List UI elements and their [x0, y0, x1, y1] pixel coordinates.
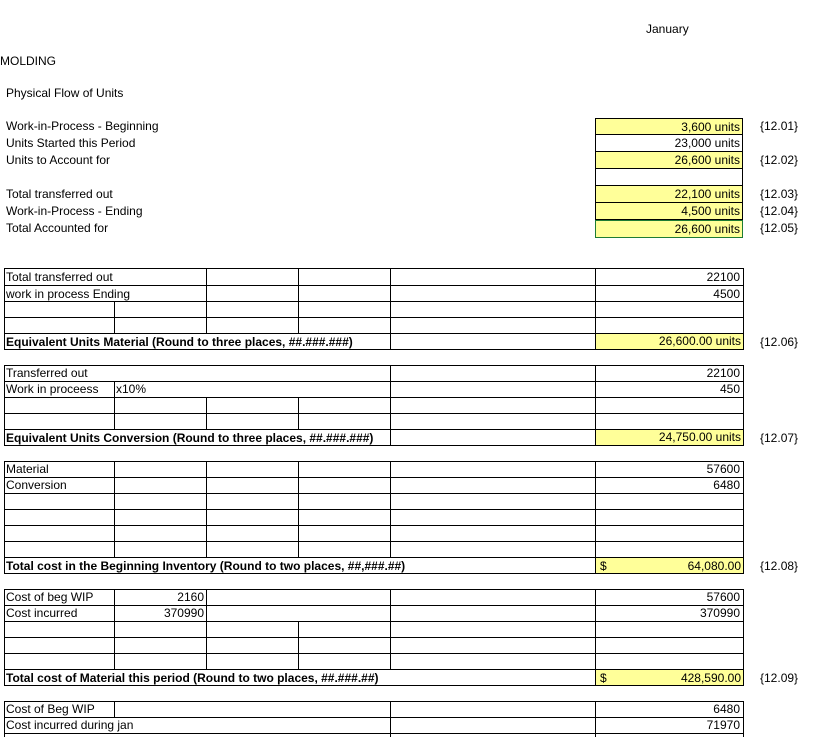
eq-mat-total-value[interactable]: 26,600.00 units [596, 334, 743, 349]
mat-cost-total-label: Total cost of Material this period (Round to two places, ##.###.##) [6, 671, 379, 685]
eq-mat-row2-value[interactable]: 4500 [713, 287, 740, 301]
eq-mat-total-label: Equivalent Units Material (Round to three places, ##.###.###) [6, 335, 353, 349]
section-title: MOLDING [0, 54, 57, 68]
ref-12-04: {12.04} [760, 204, 799, 218]
blank-cell[interactable] [595, 169, 743, 186]
beg-inv-total-cell[interactable] [596, 558, 743, 573]
conv-cost-row1-label: Cost of Beg WIP [6, 702, 95, 716]
eq-conv-row1-label: Transferred out [6, 366, 88, 380]
eq-conv-row2-value[interactable]: 450 [719, 382, 740, 396]
ref-12-03: {12.03} [760, 187, 799, 201]
eq-mat-row2-label: work in process Ending [6, 287, 131, 301]
mat-cost-row1-value[interactable]: 57600 [706, 590, 740, 604]
ref-12-08: {12.08} [760, 559, 799, 573]
transferred-out-value[interactable]: 22,100 units [595, 186, 743, 203]
beg-inv-total-value: 64,080.00 [687, 559, 741, 573]
ref-12-06: {12.06} [760, 335, 799, 349]
eq-conv-row2-label: Work in proceess [6, 382, 99, 396]
conv-cost-row1-value[interactable]: 6480 [713, 702, 740, 716]
beg-inv-row2-value[interactable]: 6480 [713, 478, 740, 492]
month-header: January [646, 22, 689, 36]
mat-cost-row1-mid[interactable]: 2160 [177, 590, 204, 604]
conv-cost-row2-value[interactable]: 71970 [706, 718, 740, 732]
conv-cost-row2-label: Cost incurred during jan [6, 718, 134, 732]
ref-12-05: {12.05} [760, 221, 799, 235]
beg-inv-total-label: Total cost in the Beginning Inventory (Round to two places, ##,###.##) [6, 559, 406, 573]
wip-end-value[interactable]: 4,500 units [595, 203, 743, 220]
units-started-value[interactable]: 23,000 units [595, 135, 743, 152]
units-started-label: Units Started this Period [6, 136, 136, 150]
wip-begin-value[interactable]: 3,600 units [595, 118, 743, 135]
eq-conv-row1-value[interactable]: 22100 [706, 366, 740, 380]
units-to-account-label: Units to Account for [6, 153, 111, 167]
ref-12-07: {12.07} [760, 431, 799, 445]
section-subtitle: Physical Flow of Units [6, 86, 124, 100]
currency-symbol: $ [600, 559, 607, 573]
ref-12-02: {12.02} [760, 153, 799, 167]
units-to-account-value[interactable]: 26,600 units [595, 152, 743, 169]
eq-conv-total-label: Equivalent Units Conversion (Round to three places, ##.###.###) [6, 431, 374, 445]
beg-inv-row2-label: Conversion [6, 478, 67, 492]
beg-inv-row1-label: Material [6, 462, 49, 476]
eq-mat-row1-value[interactable]: 22100 [706, 270, 740, 284]
wip-end-label: Work-in-Process - Ending [6, 204, 143, 218]
mat-cost-row2-value[interactable]: 370990 [699, 606, 740, 620]
wip-begin-label: Work-in-Process - Beginning [6, 119, 159, 133]
accounted-for-value[interactable]: 26,600 units [595, 220, 743, 238]
mat-cost-row1-label: Cost of beg WIP [6, 590, 94, 604]
eq-conv-total-value[interactable]: 24,750.00 units [596, 430, 743, 445]
ref-12-01: {12.01} [760, 119, 799, 133]
transferred-out-label: Total transferred out [6, 187, 113, 201]
mat-cost-row2-mid[interactable]: 370990 [163, 606, 204, 620]
ref-12-09: {12.09} [760, 671, 799, 685]
accounted-for-label: Total Accounted for [6, 221, 109, 235]
mat-cost-total-cell[interactable] [596, 670, 743, 685]
eq-mat-row1-label: Total transferred out [6, 270, 113, 284]
mat-cost-row2-label: Cost incurred [6, 606, 78, 620]
mat-cost-total-value: 428,590.00 [680, 671, 741, 685]
currency-symbol: $ [600, 671, 607, 685]
eq-conv-row2-pct[interactable]: x10% [116, 382, 147, 396]
beg-inv-row1-value[interactable]: 57600 [706, 462, 740, 476]
